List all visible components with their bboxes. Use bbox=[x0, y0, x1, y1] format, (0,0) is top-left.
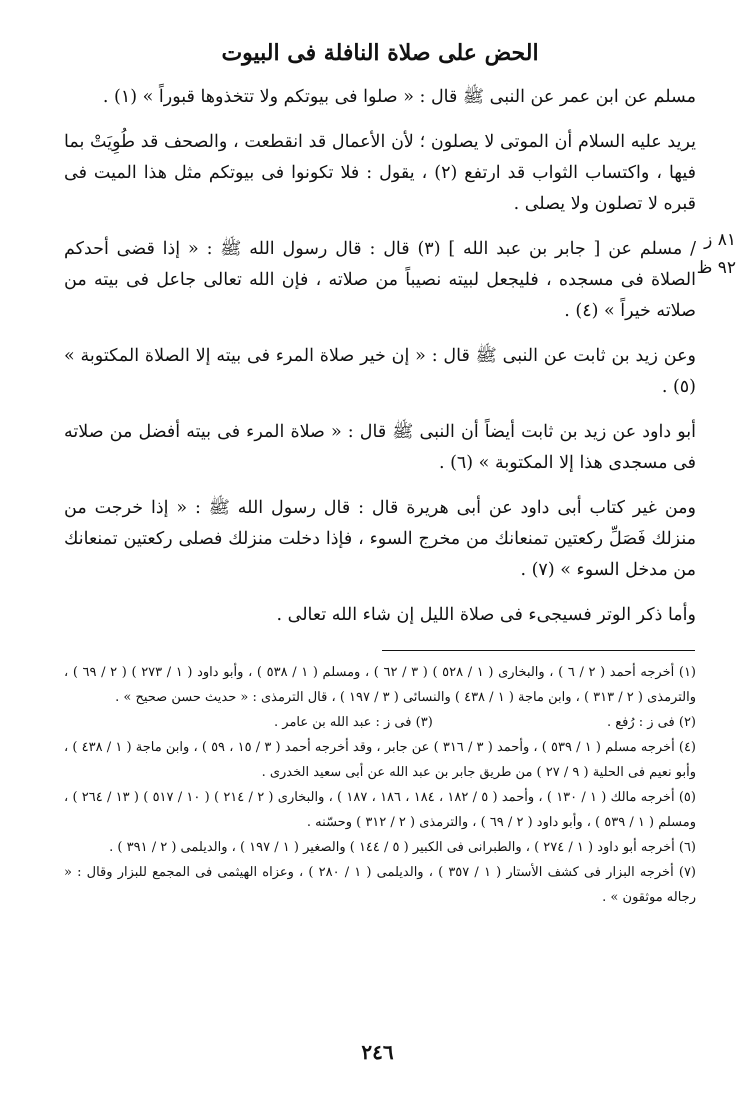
footnote: (٣) فى ز : عبد الله بن عامر . bbox=[274, 715, 433, 730]
paragraph: يريد عليه السلام أن الموتى لا يصلون ؛ لأن الأعمال قد انقطعت ، والصحف قد طُوِيَتْ بما فيها ، واكتساب الثواب قد ارتفع (٢) ، يقول : فلا تكونوا فى بيوتكم مثل هذا الميت فى قبره لا تصلون ولا يصلى . bbox=[64, 132, 697, 214]
margin-note-zh: ٩٢ ظ bbox=[696, 258, 736, 278]
footnote: (٦) أخرجه أبو داود ( ١ / ٢٧٤ ) ، والطبرانى فى الكبير ( ٥ / ١٤٤ ) والصغير ( ١ / ١٩٧ ) ، والديلمى ( ٢ / ٣٩١ ) . bbox=[109, 840, 696, 855]
paragraph: ومن غير كتاب أبى داود عن أبى هريرة قال : قال رسول الله ﷺ : « إذا خرجت من منزلك فَصَلِّ ركعتين تمنعانك من مخرج السوء ، فإذا دخلت منزلك فصلى ركعتين تمنعانك من مدخل السوء » (٧) . bbox=[64, 498, 696, 580]
footnote-separator bbox=[382, 650, 695, 651]
footnote: (٧) أخرجه البزار فى كشف الأستار ( ١ / ٣٥٧ ) ، والديلمى ( ١ / ٢٨٠ ) ، وعزاه الهيثمى فى المجمع للبزار وقال : « رجاله موثقون » . bbox=[64, 865, 696, 905]
footnote: (١) أخرجه أحمد ( ٢ / ٦ ) ، والبخارى ( ١ / ٥٢٨ ) ( ٣ / ٦٢ ) ، ومسلم ( ١ / ٥٣٨ ) ، وأبو داود ( ١ / ٢٧٣ ) ( ٢ / ٦٩ ) ، والترمذى ( ٢ / ٣١٣ ) ، وابن ماجة ( ١ / ٤٣٨ ) والنسائى ( ٣ / ١٩٧ ) ، قال الترمذى : « حديث حسن صحيح » . bbox=[64, 665, 696, 705]
footnote: (٤) أخرجه مسلم ( ١ / ٥٣٩ ) ، وأحمد ( ٣ / ٣١٦ ) عن جابر ، وقد أخرجه أحمد ( ٣ / ١٥ ، ٥٩ ) ، وابن ماجة ( ١ / ٤٣٨ ) ، وأبو نعيم فى الحلية ( ٩ / ٢٧ ) من طريق جابر بن عبد الله عن أبى سعيد الخدرى . bbox=[64, 740, 696, 780]
margin-note-z: ٨١ ز bbox=[704, 230, 736, 250]
footnotes bbox=[64, 660, 696, 910]
paragraph: / مسلم عن [ جابر بن عبد الله ] (٣) قال : قال رسول الله ﷺ : « إذا قضى أحدكم الصلاة فى مسجده ، فليجعل لبيته نصيباً من صلاته ، فإن الله تعالى جاعل فى بيته من صلاته خيراً » (٤) . bbox=[64, 239, 696, 321]
footnote: (٥) أخرجه مالك ( ١ / ١٣٠ ) ، وأحمد ( ٥ / ١٨٢ ، ١٨٤ ، ١٨٦ ، ١٨٧ ) ، والبخارى ( ٢ / ٢١٤ ) ( ١٠ / ٥١٧ ) ( ١٣ / ٢٦٤ ) ، ومسلم ( ١ / ٥٣٩ ) ، وأبو داود ( ٢ / ٦٩ ) ، والترمذى ( ٢ / ٣١٢ ) وحسّنه . bbox=[64, 790, 696, 830]
paragraph: وأما ذكر الوتر فسيجىء فى صلاة الليل إن شاء الله تعالى . bbox=[276, 605, 696, 625]
main-text bbox=[64, 82, 696, 645]
paragraph: أبو داود عن زيد بن ثابت أيضاً أن النبى ﷺ قال : « صلاة المرء فى بيته أفضل من صلاته فى مسجدى هذا إلا المكتوبة » (٦) . bbox=[64, 422, 696, 473]
footnote: (٢) فى ز : رُفع . bbox=[606, 715, 696, 730]
paragraph: مسلم عن ابن عمر عن النبى ﷺ قال : « صلوا فى بيوتكم ولا تتخذوها قبوراً » (١) . bbox=[102, 87, 696, 107]
footnote-row bbox=[64, 710, 696, 735]
page-number: ٢٤٦ bbox=[361, 1040, 394, 1064]
page-title: الحض على صلاة النافلة فى البيوت bbox=[221, 40, 539, 66]
paragraph: وعن زيد بن ثابت عن النبى ﷺ قال : « إن خير صلاة المرء فى بيته إلا الصلاة المكتوبة » (٥) . bbox=[64, 346, 696, 397]
